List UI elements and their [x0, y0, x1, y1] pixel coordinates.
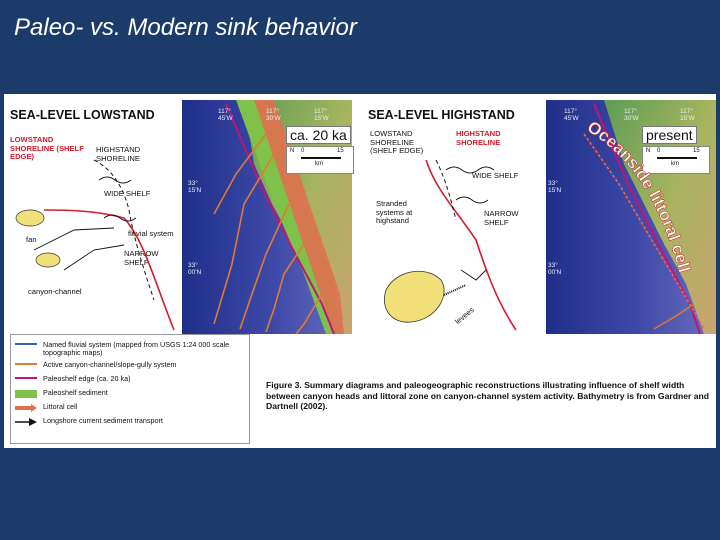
hs-wide-shelf-label: WIDE SHELF: [472, 171, 519, 180]
wide-shelf-label: WIDE SHELF: [104, 189, 151, 198]
figure-image: [4, 94, 716, 448]
lon-label-1: 117° 45'W: [218, 108, 233, 122]
fluvial-system-label: fluvial system: [128, 229, 174, 238]
hs-narrow-shelf-label: NARROW SHELF: [484, 209, 519, 227]
hs-scale-zero: 0: [657, 148, 661, 154]
hs-north-label: N: [646, 148, 651, 154]
oceanside-littoral-cell-overlay: [536, 100, 716, 334]
scale-max: 15: [337, 148, 344, 154]
hs-lon-label-1: 117° 45'W: [564, 108, 579, 122]
overlay-text: Oceanside littoral cell: [583, 117, 695, 275]
fan-shape-1: [16, 210, 44, 226]
north-label: N: [290, 148, 295, 154]
lat-label-2: 33° 00'N: [188, 262, 202, 276]
lon-label-2: 117° 30'W: [266, 108, 281, 122]
legend-item-paleoshelf-edge: Paleoshelf edge (ca. 20 ka): [15, 375, 247, 385]
lowstand-scale-bar: [286, 146, 354, 174]
hs-lat-label-2: 33° 00'N: [548, 262, 562, 276]
scale-unit: km: [315, 161, 323, 167]
svg-text:Oceanside littoral cell: [584, 117, 694, 274]
legend-item-fluvial: Named fluvial system (mapped from USGS 1:24 000 scale topographic maps): [15, 341, 247, 359]
hs-highstand-shoreline-label: HIGHSTAND SHORELINE: [456, 129, 501, 147]
hs-lon-label-2: 117° 30'W: [624, 108, 639, 122]
highstand-shoreline-label: HIGHSTAND SHORELINE: [96, 145, 141, 163]
lowstand-age-box: ca. 20 ka: [286, 126, 351, 144]
narrow-shelf-label: NARROW SHELF: [124, 249, 159, 267]
stranded-label: Stranded systems at highstand: [376, 199, 413, 225]
legend-item-littoral-cell: Littoral cell: [15, 403, 247, 413]
highstand-title: SEA-LEVEL HIGHSTAND: [368, 108, 515, 122]
lowstand-shoreline-label: LOWSTAND SHORELINE (SHELF EDGE): [10, 135, 84, 161]
canyon-channel-label: canyon-channel: [28, 287, 82, 296]
legend-item-canyon: Active canyon-channel/slope-gully system: [15, 361, 247, 371]
hs-scale-unit: km: [671, 161, 679, 167]
legend: [10, 334, 250, 444]
fan-label: fan: [26, 235, 37, 244]
levees-label: levees: [453, 305, 476, 327]
scale-zero: 0: [301, 148, 305, 154]
highstand-age-box: present: [642, 126, 697, 144]
hs-scale-max: 15: [693, 148, 700, 154]
legend-item-paleoshelf-sediment: Paleoshelf sediment: [15, 389, 247, 399]
hs-lat-label-1: 33° 15'N: [548, 180, 562, 194]
lowstand-title: SEA-LEVEL LOWSTAND: [10, 108, 155, 122]
lowstand-schematic: [4, 100, 182, 334]
slide-title: Paleo- vs. Modern sink behavior: [14, 14, 357, 41]
figure-caption: Figure 3. Summary diagrams and paleogeographic reconstructions illustrating influence of shelf width between canyon heads and littoral zone on canyon-channel system activity. Bathymetry is from Gardner and Dartnell (2002).: [266, 380, 710, 411]
hs-lon-label-3: 117° 15'W: [680, 108, 695, 122]
lon-label-3: 117° 15'W: [314, 108, 329, 122]
highstand-schematic: [366, 100, 546, 334]
lat-label-1: 33° 15'N: [188, 180, 202, 194]
legend-item-longshore: Longshore current sediment transport: [15, 417, 247, 427]
stranded-fan-shape: [384, 271, 444, 322]
fan-shape-2: [36, 253, 60, 267]
hs-lowstand-shoreline-label: LOWSTAND SHORELINE (SHELF EDGE): [370, 129, 424, 155]
